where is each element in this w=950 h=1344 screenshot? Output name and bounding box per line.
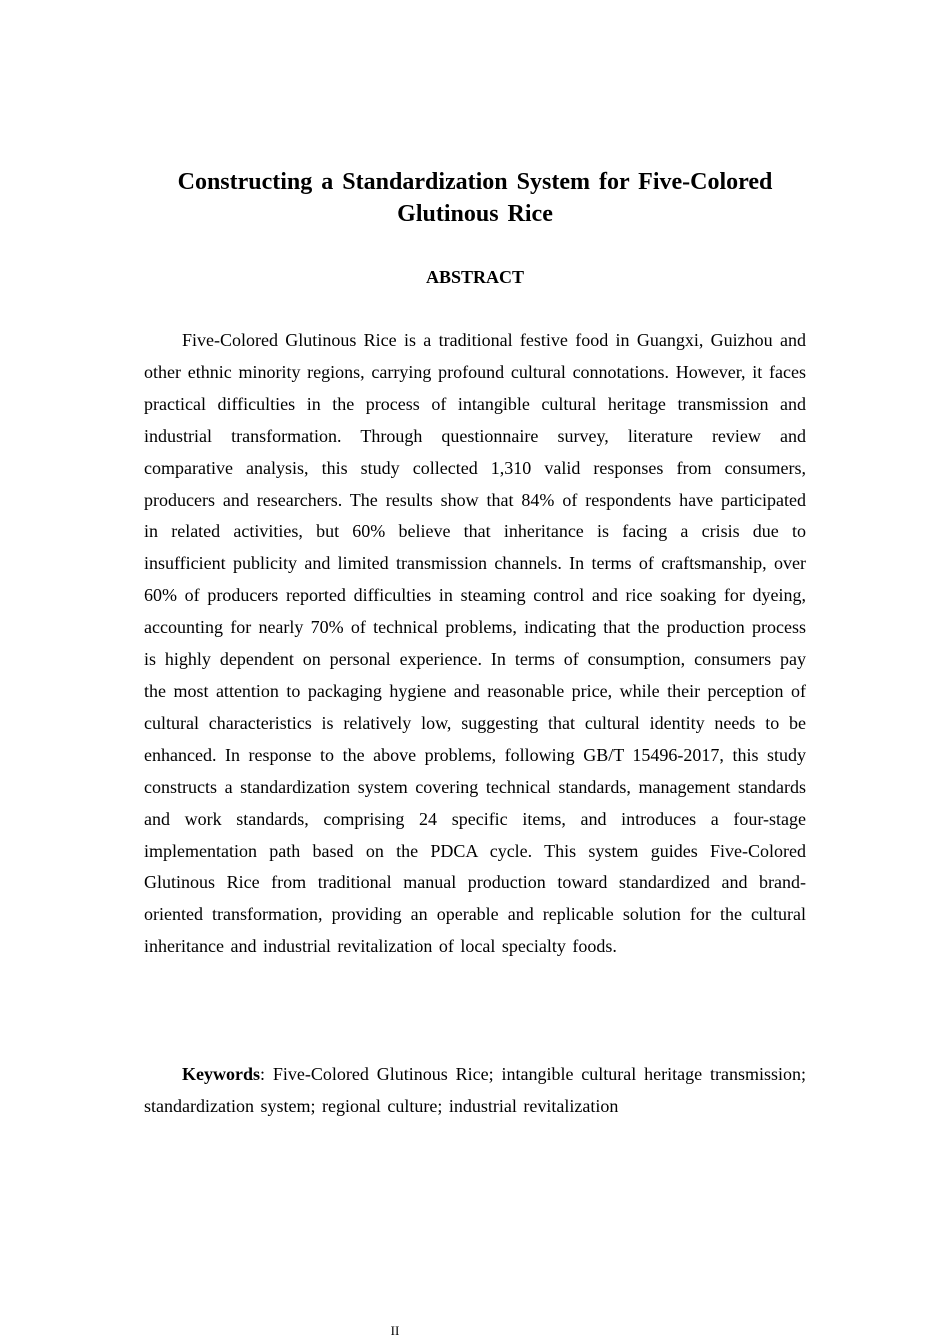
keywords-paragraph: [144, 1059, 806, 1123]
abstract-paragraph: Five-Colored Glutinous Rice is a traditional festive food in Guangxi, Guizhou and other ethnic minority regions, carrying profound cultural connotations. However, it faces practical difficulties in the process of intangible cultural heritage transmission and industrial transformation. Through questionnaire survey, literature review and comparative analysis, this study collected 1,310 valid responses from consumers, producers and researchers. The results show that 84% of respondents have participated in related activities, but 60% believe that inheritance is facing a crisis due to insufficient publicity and limited transmission channels. In terms of craftsmanship, over 60% of producers reported difficulties in steaming control and rice soaking for dyeing, accounting for nearly 70% of technical problems, indicating that the production process is highly dependent on personal experience. In terms of consumption, consumers pay the most attention to packaging hygiene and reasonable price, while their perception of cultural characteristics is relatively low, suggesting that cultural identity needs to be enhanced. In response to the above problems, following GB/T 15496-2017, this study constructs a standardization system covering technical standards, management standards and work standards, comprising 24 specific items, and introduces a four-stage implementation path based on the PDCA cycle. This system guides Five-Colored Glutinous Rice from traditional manual production toward standardized and brand-oriented transformation, providing an operable and replicable solution for the cultural inheritance and industrial revitalization of local specialty foods.: [144, 330, 806, 957]
keywords-list: Five-Colored Glutinous Rice; intangible cultural heritage transmission; standardization system; regional culture; industrial revitalization: [144, 1064, 806, 1116]
page-number: II: [390, 1323, 400, 1338]
paper-title: Constructing a Standardization System for Five-Colored Glutinous Rice: [177, 169, 773, 227]
keywords-label: Keywords: [182, 1064, 260, 1084]
keywords-separator: :: [260, 1064, 273, 1084]
abstract-heading: ABSTRACT: [425, 267, 525, 287]
